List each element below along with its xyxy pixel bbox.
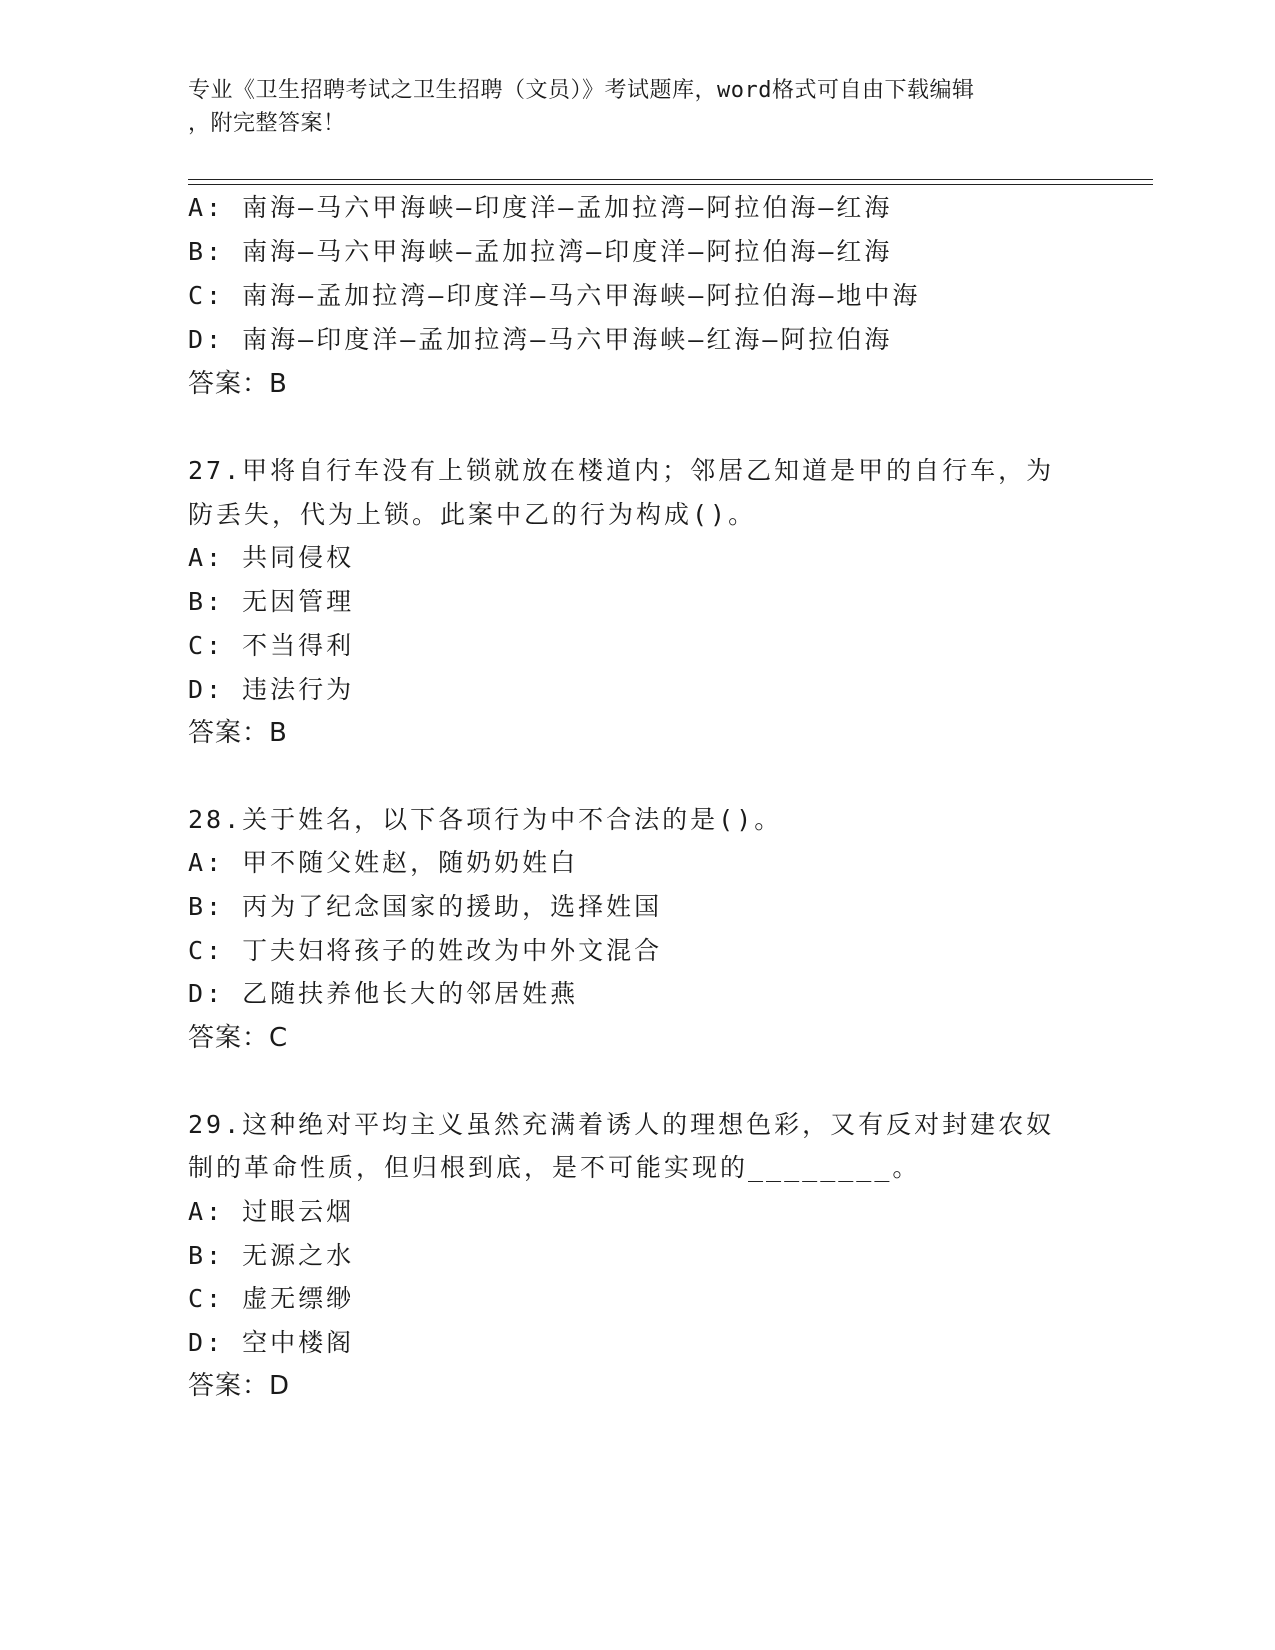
question-stem-line-1: 27.甲将自行车没有上锁就放在楼道内；邻居乙知道是甲的自行车，为: [188, 456, 1055, 485]
option-b: B: 丙为了纪念国家的援助，选择姓国: [188, 892, 663, 921]
header-line-1: 专业《卫生招聘考试之卫生招聘（文员）》考试题库，word格式可自由下载编辑: [188, 78, 975, 103]
document-header: [188, 74, 1078, 140]
question-stem-line-2: 制的革命性质，但归根到底，是不可能实现的________。: [188, 1153, 921, 1182]
answer-label: 答案：B: [188, 369, 288, 399]
option-b: B: 无因管理: [188, 587, 355, 616]
option-b: B: 南海—马六甲海峡—孟加拉湾—印度洋—阿拉伯海—红海: [188, 237, 893, 266]
question-stem-line-1: 29.这种绝对平均主义虽然充满着诱人的理想色彩，又有反对封建农奴: [188, 1110, 1055, 1139]
header-divider-top: [188, 179, 1153, 180]
option-d: D: 违法行为: [188, 675, 355, 704]
answer-label: 答案：B: [188, 718, 288, 748]
option-a: A: 共同侵权: [188, 543, 355, 572]
option-a: A: 南海—马六甲海峡—印度洋—孟加拉湾—阿拉伯海—红海: [188, 193, 893, 222]
option-d: D: 空中楼阁: [188, 1328, 355, 1357]
option-c: C: 不当得利: [188, 631, 355, 660]
answer-label: 答案：C: [188, 1023, 289, 1053]
option-d: D: 南海—印度洋—孟加拉湾—马六甲海峡—红海—阿拉伯海: [188, 325, 893, 354]
option-c: C: 南海—孟加拉湾—印度洋—马六甲海峡—阿拉伯海—地中海: [188, 281, 921, 310]
option-a: A: 过眼云烟: [188, 1197, 355, 1226]
option-b: B: 无源之水: [188, 1241, 355, 1270]
question-stem-line-2: 防丢失，代为上锁。此案中乙的行为构成()。: [188, 500, 757, 529]
answer-label: 答案：D: [188, 1371, 291, 1401]
option-d: D: 乙随扶养他长大的邻居姓燕: [188, 979, 579, 1008]
header-divider-bottom: [188, 184, 1153, 185]
option-c: C: 丁夫妇将孩子的姓改为中外文混合: [188, 936, 663, 965]
option-a: A: 甲不随父姓赵，随奶奶姓白: [188, 848, 579, 877]
question-stem-line-1: 28.关于姓名，以下各项行为中不合法的是()。: [188, 805, 783, 834]
header-line-2: ，附完整答案！: [188, 111, 346, 136]
option-c: C: 虚无缥缈: [188, 1284, 355, 1313]
